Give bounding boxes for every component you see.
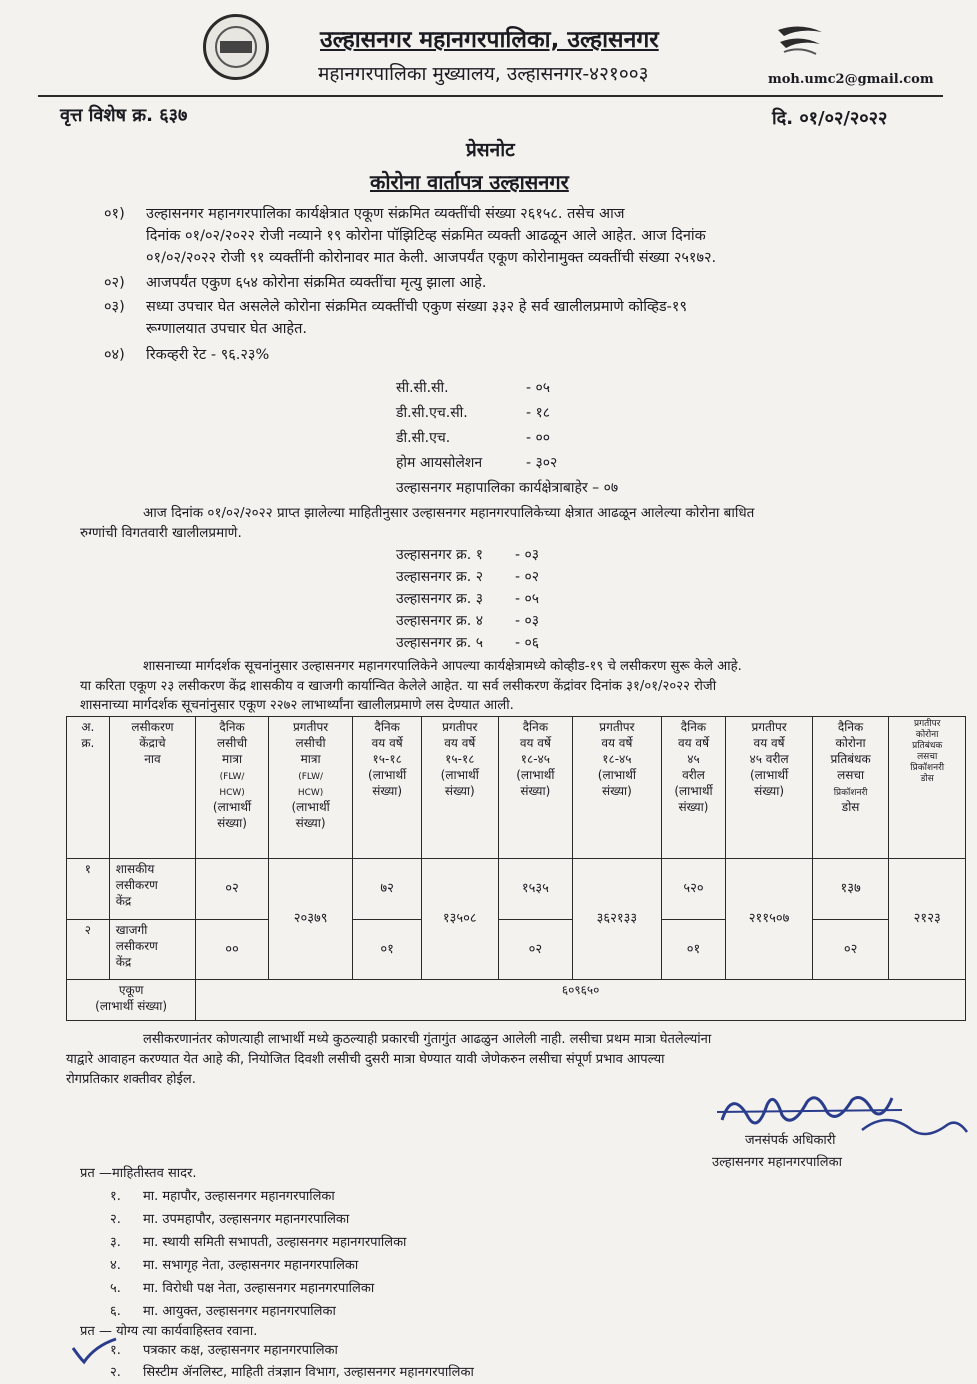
total-row: [67, 980, 966, 1021]
corporation-title: उल्हासनगर महानगरपालिका, उल्हासनगर: [320, 27, 659, 53]
cell-daily-18-45: १५३५: [498, 858, 573, 919]
cell-daily-18-45: ०२: [498, 919, 573, 980]
total-value: ६०९६५०: [196, 980, 966, 1021]
cell-daily-45-plus: ५२०: [661, 858, 726, 919]
copy-recipient: मा. उपमहापौर, उल्हासनगर महानगरपालिका: [143, 1212, 350, 1227]
ward-intro-line: आज दिनांक ०१/०२/२०२२ प्राप्त झालेल्या माहितीनुसार उल्हासनगर महानगरपालिकेच्या क्षेत्रात आढळून आलेल्या कोरोना बाधित: [143, 505, 755, 521]
copy-number: २.: [110, 1212, 121, 1227]
cell-daily-45-plus: ०१: [661, 919, 726, 980]
document-date: दि. ०१/०२/२०२२: [772, 108, 888, 129]
point-number: ०२): [104, 275, 125, 291]
corporation-address: महानगरपालिका मुख्यालय, उल्हासनगर-४२१००३: [318, 63, 649, 85]
copy-recipient: मा. आयुक्त, उल्हासनगर महानगरपालिका: [143, 1304, 336, 1319]
municipal-seal-icon: [203, 14, 269, 80]
closing-line: याद्वारे आवाहन करण्यात येत आहे की, नियोजित दिवशी लसीची दुसरी मात्रा घेण्यात यावी जेणेकरुन लसीचा संपूर्ण प्रभाव आपल्या: [66, 1052, 665, 1067]
header-cell: प्रगतीपर वय वर्षे ४५ वरील (लाभार्थी संख्या): [726, 717, 812, 859]
header-cell: दैनिक लसीची मात्रा (FLW/ HCW) (लाभार्थी संख्या): [196, 717, 269, 859]
signatory-title: जनसंपर्क अधिकारी: [745, 1133, 836, 1148]
reference-number: वृत्त विशेष क्र. ६३७: [60, 105, 188, 126]
cell-daily-precaution: ०२: [812, 919, 889, 980]
table-row: [67, 858, 966, 919]
table-header-row: [67, 717, 966, 859]
header-cell: अ. क्र.: [67, 717, 110, 859]
row-center-name: खाजगी लसीकरण केंद्र: [109, 919, 196, 980]
header-cell: दैनिक वय वर्षे ४५ वरील (लाभार्थी संख्या): [661, 717, 726, 859]
signatory-org: उल्हासनगर महानगरपालिका: [712, 1155, 842, 1170]
table-row: [67, 919, 966, 980]
copy-number: ६.: [110, 1304, 121, 1319]
point-line: रूग्णालयात उपचार घेत आहेत.: [146, 321, 307, 337]
copy-recipient: पत्रकार कक्ष, उल्हासनगर महानगरपालिका: [143, 1343, 338, 1358]
cell-cumulative-18-45: ३६२१३३: [573, 858, 661, 980]
closing-line: लसीकरणानंतर कोणत्याही लाभार्थी मध्ये कुठल्याही प्रकारची गुंतागुंत आढळुन आलेली नाही. लसीचा प्रथम मात्रा घेतलेल्यांना: [143, 1032, 712, 1047]
copy-recipient: मा. स्थायी समिती सभापती, उल्हासनगर महानगरपालिका: [143, 1235, 407, 1250]
row-center-name: शासकीय लसीकरण केंद्र: [109, 858, 196, 919]
ward-name: उल्हासनगर क्र. ३: [396, 591, 483, 607]
email-address: moh.umc2@gmail.com: [768, 72, 934, 87]
ward-name: उल्हासनगर क्र. ५: [396, 635, 483, 651]
ward-value: - ०६: [515, 635, 540, 651]
header-cell: प्रगतीपर वय वर्षे १५-१८ (लाभार्थी संख्या): [422, 717, 499, 859]
center-value: - ०५: [526, 380, 551, 396]
row-serial: १: [67, 858, 110, 919]
header-cell: लसीकरण केंद्राचे नाव: [109, 717, 196, 859]
cell-daily-flw: ०२: [196, 858, 269, 919]
header-divider: [38, 95, 943, 97]
ward-value: - ०५: [515, 591, 540, 607]
copy-recipient: मा. विरोधी पक्ष नेता, उल्हासनगर महानगरपालिका: [143, 1281, 375, 1296]
cell-daily-15-18: ७२: [353, 858, 422, 919]
ward-name: उल्हासनगर क्र. ४: [396, 613, 483, 629]
total-label: एकूण (लाभार्थी संख्या): [67, 980, 196, 1021]
vaccination-intro-line: या करिता एकूण २३ लसीकरण केंद्र शासकीय व खाजगी कार्यान्वित केलेले आहेत. या सर्व लसीकरण केंद्रांवर दिनांक ३१/०१/२०२२ रोजी: [80, 679, 717, 694]
subject-heading: कोरोना वार्तापत्र उल्हासनगर: [370, 170, 569, 194]
ward-value: - ०३: [515, 547, 540, 563]
header-cell: प्रगतीपर कोरोना प्रतिबंधक लसचा प्रिकॉशनरी डोस: [889, 717, 966, 859]
cell-daily-flw: ००: [196, 919, 269, 980]
header-cell: दैनिक वय वर्षे १५-१८ (लाभार्थी संख्या): [353, 717, 422, 859]
copy-info-heading: प्रत —माहितीस्तव सादर.: [80, 1166, 197, 1181]
header-cell: दैनिक वय वर्षे १८-४५ (लाभार्थी संख्या): [498, 717, 573, 859]
center-name: डी.सी.एच.: [396, 430, 451, 446]
health-dept-logo-icon: [770, 22, 830, 62]
copy-number: २.: [110, 1365, 121, 1380]
cell-daily-precaution: १३७: [812, 858, 889, 919]
copy-number: ५.: [110, 1281, 121, 1296]
header-cell: प्रगतीपर वय वर्षे १८-४५ (लाभार्थी संख्या): [573, 717, 661, 859]
point-line: उल्हासनगर महानगरपालिका कार्यक्षेत्रात एकूण संक्रमित व्यक्तींची संख्या २६१५८. तसेच आज: [146, 206, 625, 222]
header-cell: प्रगतीपर लसीची मात्रा (FLW/ HCW) (लाभार्थी संख्या): [268, 717, 352, 859]
outside-jurisdiction: उल्हासनगर महापालिका कार्यक्षेत्राबाहेर – ०७: [396, 480, 619, 496]
cell-cumulative-15-18: १३५०८: [422, 858, 499, 980]
copy-number: ४.: [110, 1258, 121, 1273]
point-number: ०१): [104, 206, 125, 222]
cell-cumulative-45-plus: २११५०७: [726, 858, 812, 980]
cell-cumulative-flw: २०३७९: [268, 858, 352, 980]
copy-number: १.: [110, 1189, 121, 1204]
vaccination-intro-line: शासनाच्या मार्गदर्शक सूचनांनुसार उल्हासनगर महानगरपालिकेने आपल्या कार्यक्षेत्रामध्ये कोव्हीड-१९ चे लसीकरण सुरू केले आहे.: [143, 659, 742, 674]
center-name: सी.सी.सी.: [396, 380, 449, 396]
ward-value: - ०२: [515, 569, 540, 585]
copy-recipient: मा. महापौर, उल्हासनगर महानगरपालिका: [143, 1189, 335, 1204]
cell-daily-15-18: ०१: [353, 919, 422, 980]
row-serial: २: [67, 919, 110, 980]
center-value: - ००: [526, 430, 551, 446]
point-line: आजपर्यंत एकुण ६५४ कोरोना संक्रमित व्यक्तींचा मृत्यु झाला आहे.: [146, 275, 487, 291]
ward-intro-line: रुग्णांची विगतवारी खालीलप्रमाणे.: [80, 525, 242, 541]
vaccination-table: [66, 716, 966, 1021]
copy-recipient: सिस्टीम ॲनलिस्ट, माहिती तंत्रज्ञान विभाग, उल्हासनगर महानगरपालिका: [143, 1365, 474, 1380]
point-number: ०४): [104, 347, 125, 363]
point-line: सध्या उपचार घेत असलेले कोरोना संक्रमित व्यक्तींची एकुण संख्या ३३२ हे सर्व खालीलप्रमाणे कोव्हिड-१९: [146, 299, 687, 315]
center-name: डी.सी.एच.सी.: [396, 405, 468, 421]
point-line: ०१/०२/२०२२ रोजी ९१ व्यक्तींनी कोरोनावर मात केली. आजपर्यंत एकूण कोरोनामुक्त व्यक्तींची संख्या २५१७२.: [146, 250, 717, 266]
copy-action-heading: प्रत — योग्य त्या कार्यवाहिस्तव रवाना.: [80, 1324, 258, 1339]
copy-recipient: मा. सभागृह नेता, उल्हासनगर महानगरपालिका: [143, 1258, 359, 1273]
ward-name: उल्हासनगर क्र. २: [396, 569, 483, 585]
ward-value: - ०३: [515, 613, 540, 629]
point-number: ०३): [104, 299, 125, 315]
center-value: - ३०२: [526, 455, 558, 471]
vaccination-intro-line: शासनाच्या मार्गदर्शक सूचनांनुसार एकूण २२७२ लाभार्थ्यांना खालीलप्रमाणे लस देण्यात आली.: [80, 698, 514, 713]
press-note-heading: प्रेसनोट: [466, 139, 515, 161]
closing-line: रोगप्रतिकार शक्तीवर होईल.: [66, 1072, 196, 1087]
point-line: रिकव्हरी रेट - ९६.२३%: [146, 347, 270, 363]
cell-cumulative-precaution: २१२३: [889, 858, 966, 980]
ward-name: उल्हासनगर क्र. १: [396, 547, 483, 563]
center-value: - १८: [526, 405, 551, 421]
copy-number: ३.: [110, 1235, 121, 1250]
point-line: दिनांक ०१/०२/२०२२ रोजी नव्याने १९ कोरोना पॉझिटिव्ह संक्रमित व्यक्ती आढळून आले आहेत. आज दिनांक: [146, 228, 706, 244]
header-cell: दैनिक कोरोना प्रतिबंधक लसचा प्रिकॉशनरी डोस: [812, 717, 889, 859]
copy-number: १.: [110, 1343, 121, 1358]
center-name: होम आयसोलेशन: [396, 455, 483, 471]
